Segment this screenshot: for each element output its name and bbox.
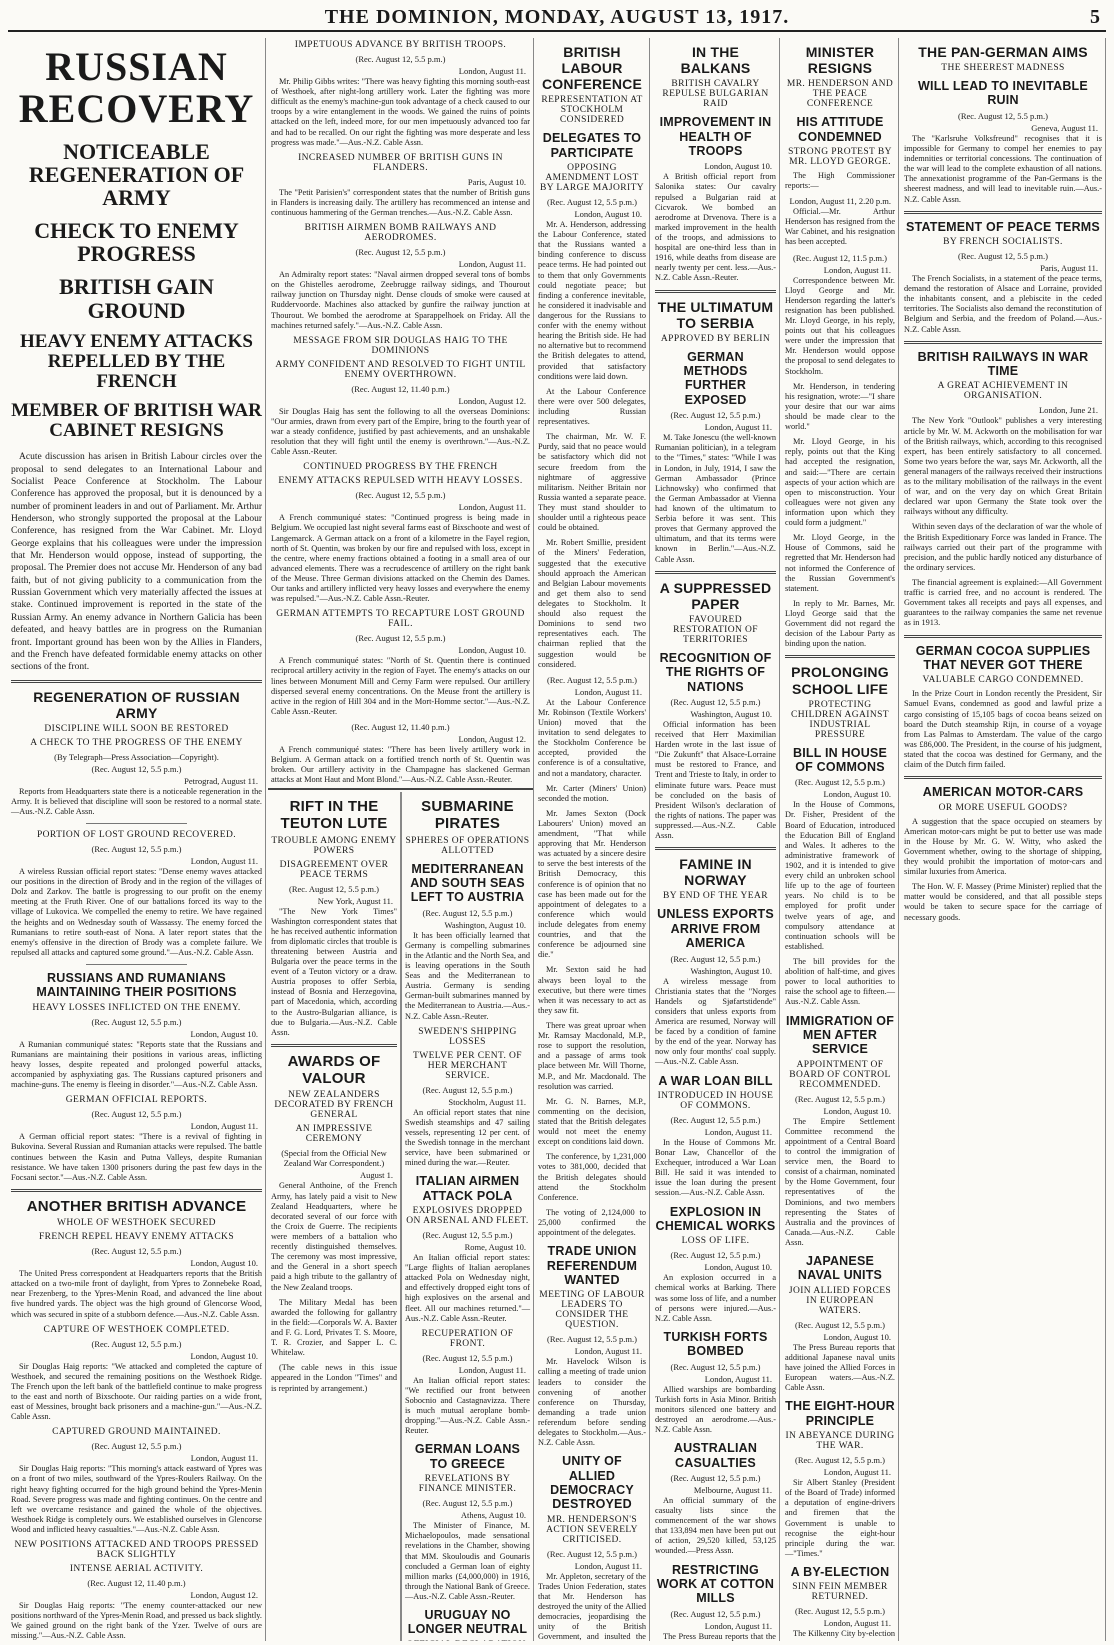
divider — [785, 655, 895, 658]
article-subheading: DELEGATES TO PARTICIPATE — [542, 131, 642, 160]
dateline: Geneva, August 11. — [1031, 122, 1098, 133]
received-line: (Rec. August 12, 11.40 p.m.) — [351, 383, 450, 394]
received-line: (Rec. August 12, 5.5 p.m.) — [422, 1352, 513, 1363]
article-subheading: THE SHEEREST MADNESS — [941, 63, 1065, 74]
article-text: A wireless Russian official report states: "Dense enemy waves attacked our positions in the direction of Brody and in the region of the villages of Dolz and Zarkov. The battle is progressing to our profit on the enemy meeting at the Fruth River. One of our battalions forced its way to the village of Lukovica. We compelled the enemy to retire. We have regained the heights and on Wednesday south of Wassassy. The enemy forced the Rumanians to retire south-east of Nona. A later report states that the enemy's offensive in the direction of Brody was a complete failure. We repulsed all attacks and captured some ground."—Aus.-N.Z. Cable Assn. — [11, 867, 262, 957]
article-text: Allied warships are bombarding Turkish forts in Asia Minor. British monitors silenced one battery and destroyed an aerodrome.—Aus.-N.Z. Cable Assn. — [655, 1384, 776, 1435]
received-line: (Rec. August 12, 5.5 p.m.) — [91, 1109, 182, 1120]
divider — [271, 1044, 397, 1047]
dateline: London, August 11. — [823, 264, 891, 275]
article-text: Mr. Lloyd George, in the House of Commons, said he regretted that Mr. Henderson had not informed the Conference of the Russian Government's statement. — [785, 533, 895, 593]
dateline: London, August 11. — [574, 1346, 642, 1357]
received-line: (Rec. August 12, 5.5 p.m.) — [355, 54, 446, 64]
article-text: Mr. Carter (Miners' Union) seconded the motion. — [538, 783, 646, 803]
column-2-lower-left — [268, 792, 401, 1641]
headline-main: RUSSIAN RECOVERY — [18, 44, 255, 131]
article-heading: IMMIGRATION OF MEN AFTER SERVICE — [785, 1013, 895, 1057]
article-subheading: HIS ATTITUDE CONDEMNED — [796, 115, 884, 144]
received-line: (Rec. August 12, 5.5 p.m.) — [958, 250, 1048, 261]
article-text: In reply to Mr. Barnes, Mr. Lloyd George said that the Government did not regard the decision of the Labour Party as binding upon the nation. — [785, 598, 895, 649]
article-heading: REGENERATION OF RUSSIAN ARMY — [33, 688, 240, 721]
article-text: An Admiralty report states: "Naval airmen dropped several tons of bombs on the Ghistelles aerodrome, Zeebrugge railway sidings, and Thourout railway junction on Thursday night. Dense clouds of smoke were caused at Ruddervoorde. Machines also attacked by gunfire the railway junction at Thourout. We bombed the aerodrome at Sparappelhoek on Friday. All the machines returned safely."—Aus.-N.Z. Cable Assn. — [271, 270, 530, 330]
article-text: The United Press correspondent at Headquarters reports that the British attacked on a two-mile front of daylight, from Ypres to Zonnebeke Road, near Frezenberg, to the Ypres-Menin Road, and advanced the line about five hundred yards. The object was the high ground of Glencorse Wood, which was secured in spite of a stubborn defence.—Aus.-N.Z. Cable Assn. — [11, 1269, 262, 1319]
article-text: Sir Douglas Haig reports: "The enemy counter-attacked our new positions northward of the Ypres-Menin Road, and pressed us back slightly. We gained ground on the right bank of the Yzer. Twelve of ours are missing."—Aus.-N.Z. Cable Assn. — [11, 1601, 262, 1641]
article-text: Sir Douglas Haig reports: "This morning's attack eastward of Ypres was on a front of two miles, southward of the Ypres-Roulers Railway. On the right heavy fighting occurred for the high ground behind the Ypres-Menin Road. Severe progress was made and fighting continues. On the centre and left we overcame resistance and gained the whole of the objectives. Westhoek Ridge is completely ours. We established ourselves in Glencorse Wood and inflicted heavy casualties."—Aus.-N.Z. Cable Assn. — [11, 1464, 262, 1534]
article-heading: AMERICAN MOTOR-CARS — [922, 785, 1084, 800]
article-text: An Italian official report states: "We rectified our front between Sobocnio and Castagnavizza. There is much mutual aeroplane bomb-dropping."—Aus.-N.Z. Cable Assn.-Reuter. — [405, 1375, 530, 1436]
article-subheading: DISCIPLINE WILL SOON BE RESTORED — [44, 723, 229, 734]
received-line: (Rec. August 12, 5.5 p.m.) — [547, 197, 637, 208]
dateline: London, August 11, 2.20 p.m. — [789, 196, 891, 207]
received-line: (Rec. August 12, 5.5 p.m.) — [670, 1361, 761, 1372]
article-subheading: IMPROVEMENT IN HEALTH OF TROOPS — [659, 115, 772, 158]
dateline: London, August 12. — [458, 733, 526, 744]
article-heading: ITALIAN AIRMEN ATTACK POLA — [415, 1174, 520, 1203]
headline-sub-4: HEAVY ENEMY ATTACKS REPELLED BY THE FRENCH — [20, 330, 253, 392]
article-heading: SWEDEN'S SHIPPING LOSSES — [418, 1026, 517, 1047]
dateline: Paris, August 11. — [1040, 262, 1098, 273]
article-subheading: SINN FEIN MEMBER RETURNED. — [792, 1582, 888, 1603]
article-text: General Anthoine, of the French Army, has lately paid a visit to New Zealand Headquarters, where he decorated several of our force with the Croix de Guerre. The recipients were members of a battalion who recently distinguished themselves. The ceremony was most impressive, and the General in a short speech paid a high tribute to the gallantry of the New Zealand troops. — [271, 1181, 397, 1292]
article-subheading: APPROVED BY BERLIN — [660, 333, 771, 344]
article-text: A wireless message from Christiania states that the "Norges Handels og Sjøfartstidende" considers that unless exports from America are resumed, Norway will be faced by a condition of famine by the end of the year. Norway has now only four months' coal supply.—Aus.-N.Z. Cable Assn. — [655, 976, 776, 1067]
article-subheading: BILL IN HOUSE OF COMMONS — [792, 745, 888, 774]
article-text: The Empire Settlement Committee recommend the appointment of a Central Board to control the immigration of service men, the Board to consist of a chairman, nominated by the Home Government, four representatives of the Dominions, and two members representing the States of Australia and the provinces of Canada.—Aus.-N.Z. Cable Assn. — [785, 1116, 895, 1247]
masthead — [8, 4, 1106, 32]
dateline: London, June 21. — [1038, 405, 1098, 416]
article-text: M. Take Jonescu (the well-known Rumanian politician), in a telegram to the "Times," states: "While I was in London, in July, 1914, I saw the German Ambassador (Prince Lichnowsky) who confirmed that the German Ambassador at Vienna had known of the ultimatum to Serbia before it was sent. This proves that Germany approved the ultimatum, and that its terms were known in Berlin."—Aus.-N.Z. Cable Assn. — [655, 433, 776, 564]
headline-sub-2: CHECK TO ENEMY PROGRESS — [34, 218, 239, 267]
article-subheading: HEAVY LOSSES INFLICTED ON THE ENEMY. — [32, 1002, 241, 1013]
article-heading: A BY-ELECTION — [790, 1565, 890, 1580]
article-text: Mr. Appleton, secretary of the Trades Union Federation, states that Mr. Henderson has destroyed the unity of the Allied democracies, jeopardising the unity of the British Government, and insulted the — [538, 1571, 646, 1641]
dateline: London, August 11. — [458, 259, 526, 270]
received-line: (Rec. August 12, 5.5 p.m.) — [670, 1472, 761, 1483]
dateline: London, August 11. — [823, 1618, 891, 1629]
received-line: (Rec. August 12, 5.5 p.m.) — [547, 1548, 637, 1559]
received-line: (Rec. August 12, 5.5 p.m.) — [355, 247, 446, 258]
received-line: (Rec. August 12, 5.5 p.m.) — [422, 1498, 513, 1509]
received-line: (Rec. August 12, 5.5 p.m.) — [670, 1250, 761, 1261]
article-text: Mr. Sexton said he had always been loyal to the executive, but there were times when it was necessary to act as they saw fit. — [538, 965, 646, 1015]
article-heading: IMPETUOUS ADVANCE BY BRITISH TROOPS. — [294, 40, 507, 50]
article-heading: GERMAN OFFICIAL REPORTS. — [65, 1095, 208, 1106]
article-heading: RESTRICTING WORK AT COTTON MILLS — [656, 1562, 775, 1606]
article-text: The bill provides for the abolition of half-time, and gives power to local authorities to raise the school age to fifteen.—Aus.-N.Z. Cable Assn. — [785, 957, 895, 1007]
article-heading: URUGUAY NO LONGER NEUTRAL — [407, 1608, 528, 1637]
received-line: (Rec. August 12, 5.5 p.m.) — [422, 907, 513, 918]
dateline: London, August 10. — [190, 1028, 258, 1039]
article-text: Reports from Headquarters state there is a noticeable regeneration in the Army. It is believed that discipline will soon be restored to a normal state.—Aus.-N.Z. Cable Assn. — [11, 786, 262, 816]
dateline: Washington, August 10. — [690, 708, 772, 719]
received-line: (Rec. August 12, 5.5 p.m.) — [670, 1608, 761, 1619]
dateline: London, August 11. — [190, 1453, 258, 1464]
article-subheading: MEETING OF LABOUR LEADERS TO CONSIDER THE QUESTION. — [539, 1290, 645, 1331]
received-line: (Rec. August 12, 5.5 p.m.) — [670, 696, 761, 707]
headline-sub-5: MEMBER OF BRITISH WAR CABINET RESIGNS — [11, 400, 262, 442]
article-heading: A SUPPRESSED PAPER — [659, 579, 772, 612]
divider — [904, 635, 1102, 638]
article-subheading: WHOLE OF WESTHOEK SECURED — [57, 1218, 216, 1229]
dateline: London, August 12. — [190, 1590, 258, 1601]
article-text: The "Karlsruhe Volksfreund" recognises that it is impossible for Germany to compel her enemies to pay indemnities or territorial concessions. The continuation of the war will lead to the complete exhaustion of all nations. The annexationist programme of the Pan-Germans is the sheerest madness, and will lead to inevitable ruin.—Aus.-N.Z. Cable Assn. — [904, 133, 1102, 204]
article-text: Correspondence between Mr. Lloyd George and Mr. Henderson regarding the latter's resignation has been published. Mr. Lloyd George, in his reply, points out that his colleagues were under the impression that Mr. Henderson would oppose the proposal to send delegates to Stockholm. — [785, 275, 895, 376]
dateline: New York, August 11. — [317, 895, 393, 906]
article-text: The New York "Outlook" publishes a very interesting article by Mr. W. M. Ackworth on the mobilisation for war of the British railways, which, according to this recognised expert, has been entirely satisfactory to all concerned. Some two years before the war, says Mr. Ackworth, all the general managers of the railways received their instructions as to the military mobilisation of the railways in the event of war, and on the very day on which Great Britain declared war upon Germany the State took over the railways without any difficulty. — [904, 416, 1102, 517]
article-subheading: TWELVE PER CENT. OF HER MERCHANT SERVICE. — [413, 1050, 522, 1081]
received-line: (Rec. August 12, 5.5 p.m.) — [422, 1230, 513, 1241]
article-subheading: EXPLOSIVES DROPPED ON ARSENAL AND FLEET. — [406, 1206, 529, 1227]
article-heading: STATEMENT OF PEACE TERMS — [906, 219, 1100, 234]
dateline: London, August 10. — [704, 1262, 772, 1273]
received-line: (Rec. August 12, 5.5 p.m.) — [795, 1093, 885, 1104]
article-subheading: BY END OF THE YEAR — [662, 891, 768, 902]
article-heading: THE ULTIMATUM TO SERBIA — [657, 298, 774, 331]
article-text: In the House of Commons Mr. Bonar Law, Chancellor of the Exchequer, introduced a War Loan Bill. He said it was intended to issue the loan during the present session.—Aus.-N.Z. Cable Assn. — [655, 1137, 776, 1198]
article-text: A suggestion that the space occupied on steamers by American motor-cars might be put to better use was made in the House by Mr. G. W. Witty, who asked the Government whether, owing to the shortage of shipping, they would prohibit the importation of motor-cars and similar luxuries from America. — [904, 816, 1102, 877]
dateline: London, August 11. — [458, 66, 526, 76]
received-line: (Rec. August 12, 5.5 p.m.) — [91, 844, 182, 855]
headline-sub-3: BRITISH GAIN GROUND — [59, 274, 214, 323]
article-text: A French communiqué states: "North of St. Quentin there is continued reciprocal artillery activity in the region of Fayet. The enemy's attacks on our lines between Monument Mill and Cerny Farm were repulsed. Our artillery dispersed several enemy concentrations. On the Meuse front the artillery is active in the region of Hill 304 and in the Mort-Homme sector."—Aus.-N.Z. Cable Assn.-Reuter. — [271, 656, 530, 716]
dateline: London, August 10. — [823, 789, 891, 800]
article-subheading: ENEMY ATTACKS REPULSED WITH HEAVY LOSSES. — [278, 476, 523, 487]
article-text: An explosion occurred in a chemical works at Barking. There was some loss of life, and a number of persons were injured.—Aus.-N.Z. Cable Assn. — [655, 1273, 776, 1323]
article-text: The chairman, Mr. W. F. Purdy, said that no peace would be satisfactory which did not secure freedom from the nightmare of aggressive militarism. Neither Britain nor Russia wanted a separate peace. They must stand shoulder to shoulder until a righteous peace could be obtained. — [538, 432, 646, 533]
article-text: Official.—Mr. Arthur Henderson has resigned from the War Cabinet, and his resignation has been accepted. — [785, 207, 895, 247]
received-line: (Rec. August 12, 5.5 p.m.) — [670, 953, 761, 964]
article-heading: MINISTER RESIGNS — [805, 44, 875, 77]
received-line: (Rec. August 12, 5.5 p.m.) — [91, 763, 182, 774]
article-subheading: BRITISH CAVALRY REPULSE BULGARIAN RAID — [662, 79, 769, 110]
article-subheading: INTRODUCED IN HOUSE OF COMMONS. — [657, 1090, 774, 1111]
article-text: Mr. Philip Gibbs writes: "There was heavy fighting this morning south-east of Westhoek, after night-long artillery work. Later the fighting was more difficult as the enemy's machine-gun took advantage of a check caused to our troops by a wire entanglement in the woods. We gained the ruins of points attacked on the left, indeed more, for our men impetuously advanced too far and had to be recalled. On our right the fighting was more desperate and less progress was made."—Aus.-N.Z. Cable Assn. — [271, 77, 530, 147]
article-text: Mr. Lloyd George, in his reply, points out that the King had accepted the resignation, and said:—"There are certain aspects of your action which are open to misconstruction. Your colleagues were not given any information upon which they could form a judgment." — [785, 437, 895, 528]
article-text: Within seven days of the declaration of war the whole of the British Expeditionary Force was landed in France. The railways carried out their part of the programme with precision, and the public hardly noticed any disturbance of the ordinary services. — [904, 522, 1102, 572]
divider — [904, 341, 1102, 344]
dateline: London, August 10. — [574, 209, 642, 220]
dateline: Athens, August 10. — [460, 1510, 526, 1521]
received-line: (Rec. August 12, 5.5 p.m.) — [91, 1338, 182, 1349]
article-text: The Military Medal has been awarded the following for gallantry in the field:—Corporals W. A. Baxter and F. G. Lord, Privates T. S. Moore, T. R. Crozier, and Sapper L. C. Whitelaw. — [271, 1297, 397, 1358]
dateline: London, August 11. — [458, 1364, 526, 1375]
article-subheading: STRONG PROTEST BY MR. LLOYD GEORGE. — [788, 146, 892, 167]
article-text: The financial agreement is explained:—All Government traffic is carried free, and no account is rendered. The Government takes all receipts and pays all expenses, and guarantees to the railway companies the same net revenue as in 1913. — [904, 578, 1102, 628]
dateline: London, August 11. — [823, 1467, 891, 1478]
article-subheading: FAVOURED RESTORATION OF TERRITORIES — [673, 614, 758, 645]
article-heading: SUBMARINE PIRATES — [421, 798, 514, 833]
dateline: Rome, August 10. — [464, 1242, 526, 1253]
received-line: (Rec. August 12, 5.5 p.m.) — [422, 1084, 513, 1095]
column-2-top — [268, 38, 533, 786]
divider — [904, 776, 1102, 779]
credit-line: (Special from the Official New Zealand War Correspondent.) — [281, 1148, 387, 1169]
article-text: The French Socialists, in a statement of the peace terms, demand the restoration of Alsace and Lorraine, provided the inhabitants consent, and a plebiscite in the ceded territories. The Socialists also demand the reconstitution of Belgium and Serbia, and the freedom of Poland.—Aus.-N.Z. Cable Assn. — [904, 273, 1102, 334]
dateline: London, August 11. — [190, 1121, 258, 1132]
article-text: Official information has been received that Herr Maximilian Harden wrote in the last issue of "Die Zukunft" that Alsace-Lorraine must be restored to France, and Trent and Trieste to Italy, in order to eliminate future wars. Peace must be concluded on the basis of President Wilson's declaration of the rights of nations. The paper was suppressed.—Aus.-N.Z. Cable Assn. — [655, 719, 776, 841]
article-text: The conference, by 1,231,000 votes to 381,000, decided that the British delegates should attend the Stockholm Conference. — [538, 1152, 646, 1202]
received-line: (Rec. August 12, 5.5 p.m.) — [547, 1334, 637, 1345]
article-text: An official report states that nine Swedish steamships and 47 sailing vessels, representing 12 per cent. of the Swedish tonnage in the merchant service, have been submarined or mined during the war.—Reuter. — [405, 1107, 530, 1168]
dateline: London, August 11. — [704, 422, 772, 433]
article-heading: AWARDS OF VALOUR — [287, 1052, 381, 1088]
received-line: (Rec. August 12, 5.5 p.m.) — [91, 1246, 182, 1257]
article-subheading: BY FRENCH SOCIALISTS. — [943, 236, 1063, 247]
article-heading: ANOTHER BRITISH ADVANCE — [26, 1197, 247, 1215]
received-line: (Rec. August 12, 5.5 p.m.) — [547, 674, 637, 685]
article-heading: BRITISH AIRMEN BOMB RAILWAYS AND AERODROMES. — [304, 223, 497, 244]
article-heading: FAMINE IN NORWAY — [679, 856, 752, 889]
editor-note: (The cable news in this issue appeared in the London "Times" and is reprinted by arrangement.) — [271, 1363, 397, 1393]
dateline: London, August 11. — [704, 1373, 772, 1384]
article-text: A British official report from Salonika states: Our cavalry repulsed a Bulgarian raid at Cicvarok. We bombed an aerodrome at Drvenova. There is a marked improvement in the health of the troops, and admissions to hospital are one-third less than in 1916, while deaths from disease are nearly twenty per cent. less.—Aus.-N.Z. Cable Assn.-Reuter. — [655, 172, 776, 283]
article-heading: TURKISH FORTS BOMBED — [663, 1329, 768, 1359]
article-subheading: TROUBLE AMONG ENEMY POWERS — [271, 835, 397, 856]
article-heading: RECUPERATION OF FRONT. — [421, 1328, 514, 1349]
received-line: (Rec. August 12, 5.5 p.m.) — [91, 1016, 182, 1027]
article-heading: NEW POSITIONS ATTACKED AND TROOPS PRESSED BACK SLIGHTLY — [14, 1540, 259, 1561]
article-heading: AUSTRALIAN CASUALTIES — [673, 1441, 758, 1470]
dateline: London, August 11. — [704, 1620, 772, 1631]
dateline: London, August 10. — [458, 645, 526, 656]
dateline: London, August 10. — [823, 1105, 891, 1116]
divider — [904, 211, 1102, 214]
dateline: London, August 11. — [704, 1126, 772, 1137]
article-text: Sir Douglas Haig reports: "We attacked and completed the capture of Westhoek, and secured the remaining positions on the Westhoek Ridge. The French upon the left bank of the battlefield continue to make progress to the east and north of Bixschoote. Our raiding parties on a wide front, east of Messines, brought back prisoners and a machine-gun."—Aus.-N.Z. Cable Assn. — [11, 1361, 262, 1422]
received-line: (Rec. August 12, 5.5 p.m.) — [795, 1606, 885, 1617]
divider — [11, 1189, 262, 1192]
article-heading: UNITY OF ALLIED DEMOCRACY DESTROYED — [550, 1454, 634, 1512]
article-subheading: MEDITERRANEAN AND SOUTH SEAS LEFT TO AUSTRIA — [410, 861, 525, 905]
dateline: London, August 11. — [574, 686, 642, 697]
newspaper-title: THE DOMINION, MONDAY, AUGUST 13, 1917. — [324, 6, 790, 28]
divider — [268, 788, 533, 790]
article-heading: GERMAN LOANS TO GREECE — [414, 1442, 521, 1471]
article-subheading: NEW ZEALANDERS DECORATED BY FRENCH GENERAL — [274, 1090, 394, 1121]
article-text: It has been officially learned that Germany is compelling submarines in the Atlantic and the North Sea, and is leaving operations in the South Seas and the Mediterranean to Austria. Germany is sending German-built submarines manned by the Mediterranean to Austria.—Aus.-N.Z. Cable Assn.-Reuter. — [405, 930, 530, 1021]
article-text: Mr. Henderson, in tendering his resignation, wrote:—"I share your desire that our war aims should be made clear to the world." — [785, 381, 895, 432]
received-line: (Rec. August 12, 5.5 p.m.) — [91, 1441, 182, 1452]
dateline: Washington, August 10. — [444, 919, 526, 930]
article-subheading: WILL LEAD TO INEVITABLE RUIN — [918, 79, 1088, 108]
received-line: (Rec. August 12, 5.5 p.m.) — [670, 1114, 761, 1125]
article-subheading: APPOINTMENT OF BOARD OF CONTROL RECOMMENDED. — [789, 1059, 891, 1090]
dateline: Washington, August 10. — [690, 965, 772, 976]
received-line: (Rec. August 12, 11.40 p.m.) — [351, 721, 450, 732]
article-text: In the Prize Court in London recently the President, Sir Samuel Evans, condemned as good and lawful prize a cargo consisting of 15,105 bags of cocoa beans seized on board the Dutch steamship Rijn, in course of a voyage from Las Palmas to Amsterdam. The value of the cargo was £86,000. The President, in the course of his judgment, stated that the cocoa was destined for Germany, and the claim of the Dutch firm failed. — [904, 689, 1102, 770]
received-line: (Rec. August 12, 5.5 p.m.) — [670, 410, 761, 421]
article-heading: CAPTURED GROUND MAINTAINED. — [52, 1427, 221, 1438]
article-heading: PORTION OF LOST GROUND RECOVERED. — [36, 830, 237, 841]
article-subheading: VALUABLE CARGO CONDEMNED. — [922, 675, 1084, 686]
received-line: (Rec. August 12, 5.5 p.m.) — [355, 490, 446, 501]
article-heading: BRITISH LABOUR CONFERENCE — [541, 44, 642, 93]
article-text: In the House of Commons, Dr. Fisher, President of the Board of Education, introduced the Education Bill of England and Wales. It adheres to the administrative framework of 1902, and it is intended to give every child an unbroken school life up to the age of fourteen years. No child is to be employed for profit under twelve years of age, and compulsory attendance at continuation schools will be established. — [785, 800, 895, 951]
divider — [86, 964, 186, 965]
article-text: At the Labour Conference Mr. Robinson (Textile Workers' Union) moved that the invitation to send delegates to the Stockholm Conference be accepted, provided the conference is of a consultative, and not a mandatory, character. — [538, 697, 646, 778]
article-subheading: REPRESENTATION AT STOCKHOLM CONSIDERED — [541, 95, 643, 126]
dateline: London, August 11. — [574, 1560, 642, 1571]
article-subheading: JOIN ALLIED FORCES IN EUROPEAN WATERS. — [788, 1285, 892, 1316]
article-text: Sir Douglas Haig has sent the following to all the overseas Dominions: "Our armies, drawn from every part of the Empire, bring to the fourth year of war a steady confidence, justified by past achievements, and an unshakable resolution that they will fight until the enemy is overthrown."—Aus.-N.Z. Cable Assn.-Reuter. — [271, 406, 530, 457]
article-text: Sir Albert Stanley (President of the Board of Trade) informed a deputation of engine-drivers and firemen that the Government is unable to recognise the eight-hour principle during the war.—"Times." — [785, 1478, 895, 1558]
article-subheading: IN ABEYANCE DURING THE WAR. — [785, 1431, 895, 1452]
article-subheading: MR. HENDERSON'S ACTION SEVERELY CRITICISED. — [546, 1514, 638, 1545]
article-text: A German official report states: "There is a revival of fighting in Bukovina. Several Russian and Rumanian attacks were repulsed. The battle continues between the Kasin and Putna Valleys, despite Rumanian resistance. We have taken 1300 prisoners during the past few days in the Focsani sector."—Aus.-N.Z. Cable Assn. — [11, 1132, 262, 1182]
column-3 — [535, 38, 650, 1641]
page-number: 5 — [1090, 6, 1100, 28]
dateline: Paris, August 10. — [467, 176, 526, 187]
received-line: (Rec. August 12, 5.5 p.m.) — [958, 110, 1048, 121]
article-heading: CAPTURE OF WESTHOEK COMPLETED. — [43, 1324, 230, 1335]
column-rule — [533, 38, 534, 1641]
article-text: The "Petit Parisien's" correspondent states that the number of British guns in Flanders is increasing daily. The artillery has recommenced an intense and continuous hammering of the German trenches.—Aus.-N.Z. Cable Assn. — [271, 187, 530, 217]
dateline: Melbourne, August 11. — [693, 1484, 772, 1495]
dateline: London, August 11. — [458, 502, 526, 513]
received-line: (Rec. August 12, 5.5 p.m.) — [795, 1455, 885, 1466]
dateline: London, August 10. — [190, 1350, 258, 1361]
dateline: Stockholm, August 11. — [448, 1096, 526, 1107]
dateline: London, August 12. — [458, 395, 526, 406]
dateline: London, August 10. — [190, 1258, 258, 1269]
article-subheading: AN IMPRESSIVE CEREMONY — [295, 1124, 373, 1145]
article-heading: PROLONGING SCHOOL LIFE — [791, 664, 889, 697]
dateline: London, August 11. — [190, 856, 258, 867]
article-text: Mr. G. N. Barnes, M.P., commenting on the decision, stated that the British delegates would not meet the enemy except on conditions laid down. — [538, 1096, 646, 1147]
article-subheading — [405, 1640, 530, 1641]
divider — [655, 571, 776, 574]
article-subheading: A GREAT ACHIEVEMENT IN ORGANISATION. — [937, 381, 1069, 402]
headline-sub-1: NOTICEABLE REGENERATION OF ARMY — [28, 139, 245, 211]
article-text: The Kilkenny City by-election — [793, 1629, 895, 1639]
article-subheading: MR. HENDERSON AND THE PEACE CONFERENCE — [786, 79, 894, 110]
column-5 — [782, 38, 899, 1641]
column-6 — [901, 38, 1106, 1641]
article-subheading: GERMAN METHODS FURTHER EXPOSED — [683, 349, 748, 407]
article-text: An Italian official report states: "Large flights of Italian aeroplanes attacked Pola on Wednesday night, and effectively dropped eight tons of high explosives on the arsenal and fleet. All our machines returned."—Aus.-N.Z. Cable Assn.-Reuter. — [405, 1253, 530, 1323]
article-text: Mr. A. Henderson, addressing the Labour Conference, stated that the Russians wanted a binding conference to discuss peace terms. He had pointed out to them that only Governments could negotiate peace; but finding a conference inevitable, he considered it inadvisable and dangerous for the Russians to confer with the enemy without hearing the British side. He had no alternative but to recommend the British delegates to attend, provided that satisfactory conditions were laid down. — [538, 220, 646, 381]
article-text: The Press Bureau reports that additional Japanese naval units have joined the Allied Forces in European waters.—Aus.-N.Z. Cable Assn. — [785, 1342, 895, 1393]
article-heading: JAPANESE NAVAL UNITS — [797, 1254, 883, 1283]
received-line: (Rec. August 12, 5.5 p.m.) — [795, 1319, 885, 1330]
column-4 — [652, 38, 780, 1641]
article-subheading: SPHERES OF OPERATIONS ALLOTTED — [405, 835, 530, 856]
article-subheading: INTENSE AERIAL ACTIVITY. — [69, 1564, 204, 1575]
dateline: London, August 10. — [704, 161, 772, 172]
divider — [86, 823, 186, 824]
article-text: The voting of 2,124,000 to 25,000 confirmed the appointment of the delegates. — [538, 1207, 646, 1238]
article-heading: THE PAN-GERMAN AIMS — [918, 44, 1088, 60]
divider — [655, 290, 776, 293]
article-heading: RUSSIANS AND RUMANIANS MAINTAINING THEIR POSITIONS — [36, 971, 237, 1000]
article-text: A French communiqué states: "Continued progress is being made in Belgium. We occupied last night several farms east of Bixschoote and west of Langemarck. A German attack on a front of a kilometre in the Fayel region, north of St. Quentin, was broken by our fire and repulsed with loss, except in the centre, where enemy fractions obtained a footing in a small area of our advanced elements. There was a recrudescence of artillery on the right bank of the Meuse. Three German divisions attacked on the Chemin des Dames. Our tanks and artillery inflicted very heavy losses and everywhere the enemy was repulsed."—Aus.-N.Z. Cable Assn.-Reuter. — [271, 513, 530, 604]
article-text: The High Commissioner reports:— — [785, 170, 895, 191]
divider — [655, 847, 776, 850]
lede-paragraph: Acute discussion has arisen in British Labour circles over the proposal to send delegates to an International Labour and Socialist Peace Conference at Stockholm. The Labour Conference has approved the proposal, but it is denounced by a number of prominent leaders in and out of Parliament. Mr. Arthur Henderson, who strongly supported the proposal at the Labour Conference, has resigned from the War Cabinet. Mr. Lloyd George explains that his colleagues were under the impression that Mr. Henderson would oppose, instead of supporting, the proposal. The Premier does not accuse Mr. Henderson of any bad faith, but of not giving publicity to a communication from the Russian Government which very materially affected the issues at stake. Continued improvement is reported in the state of the Russian Army. An enemy advance in Northern Galicia has been defeated, and heavy battles are in progress on the Rumanian front. Important ground has been won by the Allies in Flanders, and the French have defeated formidable enemy attacks on other sections of the front. — [11, 452, 262, 673]
article-text: Mr. Havelock Wilson is calling a meeting of trade union leaders to consider the convening of another conference on Thursday, demanding a trade union referendum before sending delegates to Stockholm.—Aus.-N.Z. Cable Assn. — [538, 1357, 646, 1448]
article-text: A French communiqué states: "There has been lively artillery work in Belgium. A German attack on a fortified trench north of St. Quentin was broken. Our artillery activity in the Champagne has slackened German attacks at Mont Haut and Mont Blond."—Aus.-N.Z. Cable Assn.-Reuter. — [271, 744, 530, 785]
article-heading: RIFT IN THE TEUTON LUTE — [280, 798, 388, 833]
article-text: Mr. Robert Smillie, president of the Miners' Federation, suggested that the executive should approach the American and Belgian Labour movements and get them also to send delegates to Stockholm. It should also request the Dominions to send two representatives each. The chairman replied that the suggestion would be considered. — [538, 538, 646, 669]
received-line: (Rec. August 12, 5.5 p.m.) — [289, 883, 379, 894]
received-line: (Rec. August 12, 11.5 p.m.) — [793, 252, 887, 263]
article-text: At the Labour Conference there were over 500 delegates, including Russian representatives. — [538, 386, 646, 427]
article-subheading: PROTECTING CHILDREN AGAINST INDUSTRIAL PRESSURE — [791, 699, 889, 740]
divider — [11, 680, 262, 683]
article-heading: THE EIGHT-HOUR PRINCIPLE — [785, 1399, 895, 1428]
article-heading: TRADE UNION REFERENDUM WANTED — [546, 1244, 638, 1287]
article-text: A Rumanian communiqué states: "Reports state that the Russians and Rumanians are maintaining their positions in various areas, inflicting heavy losses, despite repeated and prolonged powerful attacks, accompanied by asphyxiating gas. The Russians captured prisoners and machine-guns. The enemy is fleeing in disorder."—Aus.-N.Z. Cable Assn. — [11, 1039, 262, 1090]
dateline: August 1. — [359, 1170, 393, 1181]
article-text: The Minister of Finance, M. Michaelopoulos, made sensational revelations in the Chamber, showing that MM. Skouloudis and Gounaris concluded a German loan of eighty million marks (£4,000,000) in 1916, through the National Bank of Greece.—Aus.-N.Z. Cable Assn.-Reuter. — [405, 1521, 530, 1601]
article-heading: GERMAN ATTEMPTS TO RECAPTURE LOST GROUND FAIL. — [276, 609, 525, 630]
article-heading: IN THE BALKANS — [680, 44, 751, 77]
received-line: (Rec. August 12, 5.5 p.m.) — [355, 633, 446, 644]
article-subheading: DISAGREEMENT OVER PEACE TERMS — [279, 859, 389, 880]
article-subheading: LOSS OF LIFE. — [681, 1236, 750, 1247]
article-heading: GERMAN COCOA SUPPLIES THAT NEVER GOT THERE — [915, 643, 1091, 672]
article-subheading: A CHECK TO THE PROGRESS OF THE ENEMY — [30, 737, 243, 748]
dateline: London, August 10. — [823, 1331, 891, 1342]
article-heading: INCREASED NUMBER OF BRITISH GUNS IN FLANDERS. — [298, 152, 503, 173]
article-text: Mr. James Sexton (Dock Labourers' Union) moved an amendment, "That while approving that Mr. Henderson was actuated by a sincere desire to serve the best interests of the British Democracy, this conference is of opinion that no case has been made out for the appointment of delegates to a conference which would include delegates from enemy countries, and that the conference be adjourned sine die." — [538, 808, 646, 960]
article-text: An official summary of the casualty lists since the commencement of the war shows that 133,894 men have been put out of action, 29,520 killed, 53,125 wounded.—Press Assn. — [655, 1495, 776, 1556]
dateline: Petrograd, August 11. — [184, 775, 258, 786]
column-1 — [8, 38, 266, 1641]
article-subheading: RECOGNITION OF THE RIGHTS OF NATIONS — [659, 650, 772, 694]
article-subheading: UNLESS EXPORTS ARRIVE FROM AMERICA — [657, 907, 774, 951]
column-2-lower-right — [401, 792, 533, 1641]
article-subheading: FRENCH REPEL HEAVY ENEMY ATTACKS — [38, 1232, 235, 1243]
article-text: The Press Bureau reports that the — [663, 1631, 776, 1641]
article-heading: BRITISH RAILWAYS IN WAR TIME — [917, 349, 1089, 379]
article-heading: EXPLOSION IN CHEMICAL WORKS — [655, 1204, 776, 1233]
received-line: (Rec. August 12, 5.5 p.m.) — [795, 777, 885, 788]
article-subheading: OR MORE USEFUL GOODS? — [938, 802, 1068, 813]
credit-line: (By Telegraph—Press Association—Copyright). — [54, 751, 219, 762]
article-text: There was great uproar when Mr. Ramsay Macdonald, M.P., rose to support the resolution, and a passage of arms took place between Mr. Will Thorne, M.P., and Mr. Macdonald. The resolution was carried. — [538, 1021, 646, 1091]
article-subheading: OPPOSING AMENDMENT LOST BY LARGE MAJORITY — [539, 163, 645, 194]
article-subheading: ARMY CONFIDENT AND RESOLVED TO FIGHT UNTIL ENEMY OVERTHROWN. — [275, 359, 526, 380]
article-heading: MESSAGE FROM SIR DOUGLAS HAIG TO THE DOMINIONS — [293, 335, 508, 356]
article-text: The Hon. W. F. Massey (Prime Minister) replied that the matter would be considered, and that all possible steps would be taken to secure space for the carriage of necessary goods. — [904, 882, 1102, 922]
article-text: "The New York Times" Washington correspondent states that he has received authentic information from diplomatic circles that trouble is threatening between Austria and Bulgaria over the peace terms in the event of a Teuton victory or a draw. Austria proposes to offer Serbia, instead of Bosnia and Herzegovina, part of Macedonia, which, according to the Austro-Bulgarian alliance, is due to Bulgaria.—Aus.-N.Z. Cable Assn. — [271, 906, 397, 1037]
article-subheading: REVELATIONS BY FINANCE MINISTER. — [418, 1474, 517, 1495]
article-heading: CONTINUED PROGRESS BY THE FRENCH — [303, 462, 498, 473]
article-heading: A WAR LOAN BILL — [658, 1073, 773, 1088]
received-line: (Rec. August 12, 11.40 p.m.) — [87, 1578, 186, 1589]
